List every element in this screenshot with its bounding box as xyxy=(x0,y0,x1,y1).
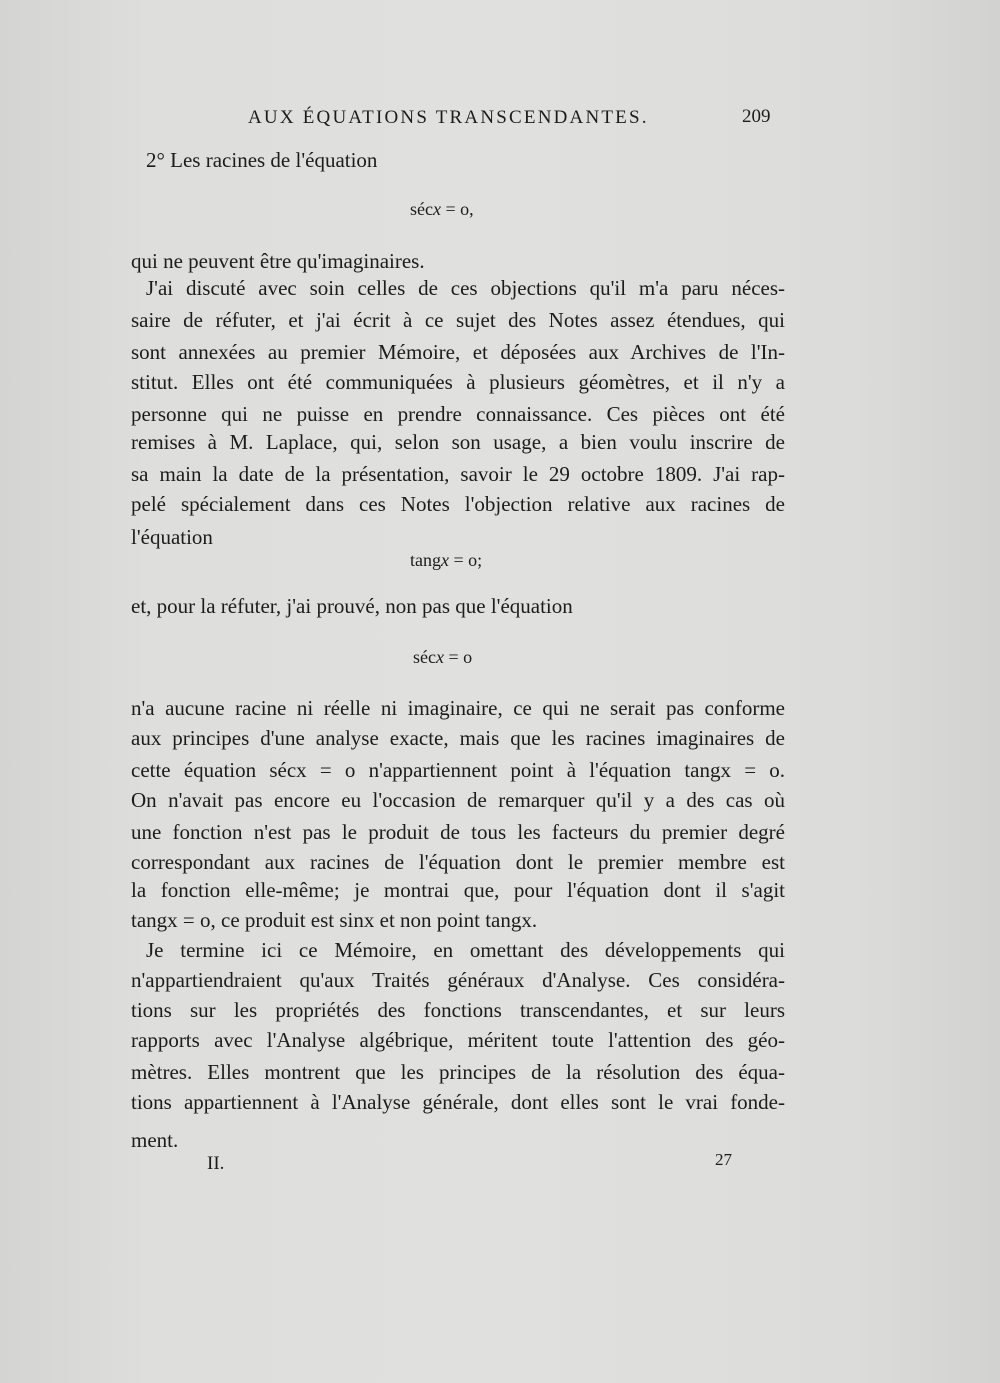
text-line: personne qui ne puisse en prendre connaissance. Ces pièces ont été xyxy=(131,402,785,426)
text-line: mètres. Elles montrent que les principes de la résolution des équa- xyxy=(131,1060,785,1084)
text-line: remises à M. Laplace, qui, selon son usage, a bien voulu inscrire de xyxy=(131,430,785,454)
paragraph-3: et, pour la réfuter, j'ai prouvé, non pas que l'équation xyxy=(131,594,573,618)
text-line: sa main la date de la présentation, savoir le 29 octobre 1809. J'ai rap- xyxy=(131,462,785,486)
equation-tang: tangx = o; xyxy=(410,550,483,570)
text-line: stitut. Elles ont été communiquées à plusieurs géomètres, et il n'y a xyxy=(131,370,785,394)
text-line: n'appartiendraient qu'aux Traités généraux d'Analyse. Ces considéra- xyxy=(131,968,785,992)
text-line: sont annexées au premier Mémoire, et déposées aux Archives de l'In- xyxy=(131,340,785,364)
text-line: correspondant aux racines de l'équation dont le premier membre est xyxy=(131,850,785,874)
text-line: n'a aucune racine ni réelle ni imaginaire, ce qui ne serait pas conforme xyxy=(131,696,785,720)
text-line: aux principes d'une analyse exacte, mais que les racines imaginaires de xyxy=(131,726,785,750)
text-line: qui ne peuvent être qu'imaginaires. xyxy=(131,249,425,273)
running-title: AUX ÉQUATIONS TRANSCENDANTES. xyxy=(248,107,649,128)
equation-sec-2: sécx = o xyxy=(413,647,473,667)
text-line: tangx = o, ce produit est sinx et non point tangx. xyxy=(131,908,538,932)
signature-sheet: 27 xyxy=(715,1150,732,1169)
text-line: ment. xyxy=(131,1128,179,1152)
item-intro: 2° Les racines de l'équation xyxy=(146,148,378,172)
text-line: l'équation xyxy=(131,525,213,549)
text-line: pelé spécialement dans ces Notes l'objection relative aux racines de xyxy=(131,492,785,516)
text-line: une fonction n'est pas le produit de tous les facteurs du premier degré xyxy=(131,820,785,844)
text-line: cette équation sécx = o n'appartiennent point à l'équation tangx = o. xyxy=(131,758,785,782)
page-number: 209 xyxy=(742,106,771,127)
text-line: saire de réfuter, et j'ai écrit à ce sujet des Notes assez étendues, qui xyxy=(131,308,785,332)
text-line: J'ai discuté avec soin celles de ces objections qu'il m'a paru néces- xyxy=(146,276,785,300)
text-line: tions sur les propriétés des fonctions transcendantes, et sur leurs xyxy=(131,998,785,1022)
text-line: rapports avec l'Analyse algébrique, méritent toute l'attention des géo- xyxy=(131,1028,785,1052)
text-line: la fonction elle-même; je montrai que, pour l'équation dont il s'agit xyxy=(131,878,785,902)
text-line: On n'avait pas encore eu l'occasion de remarquer qu'il y a des cas où xyxy=(131,788,785,812)
equation-sec-1: sécx = o, xyxy=(410,199,474,219)
text-line: Je termine ici ce Mémoire, en omettant des développements qui xyxy=(146,938,785,962)
signature-volume: II. xyxy=(207,1153,225,1174)
text-line: tions appartiennent à l'Analyse générale, dont elles sont le vrai fonde- xyxy=(131,1090,785,1114)
